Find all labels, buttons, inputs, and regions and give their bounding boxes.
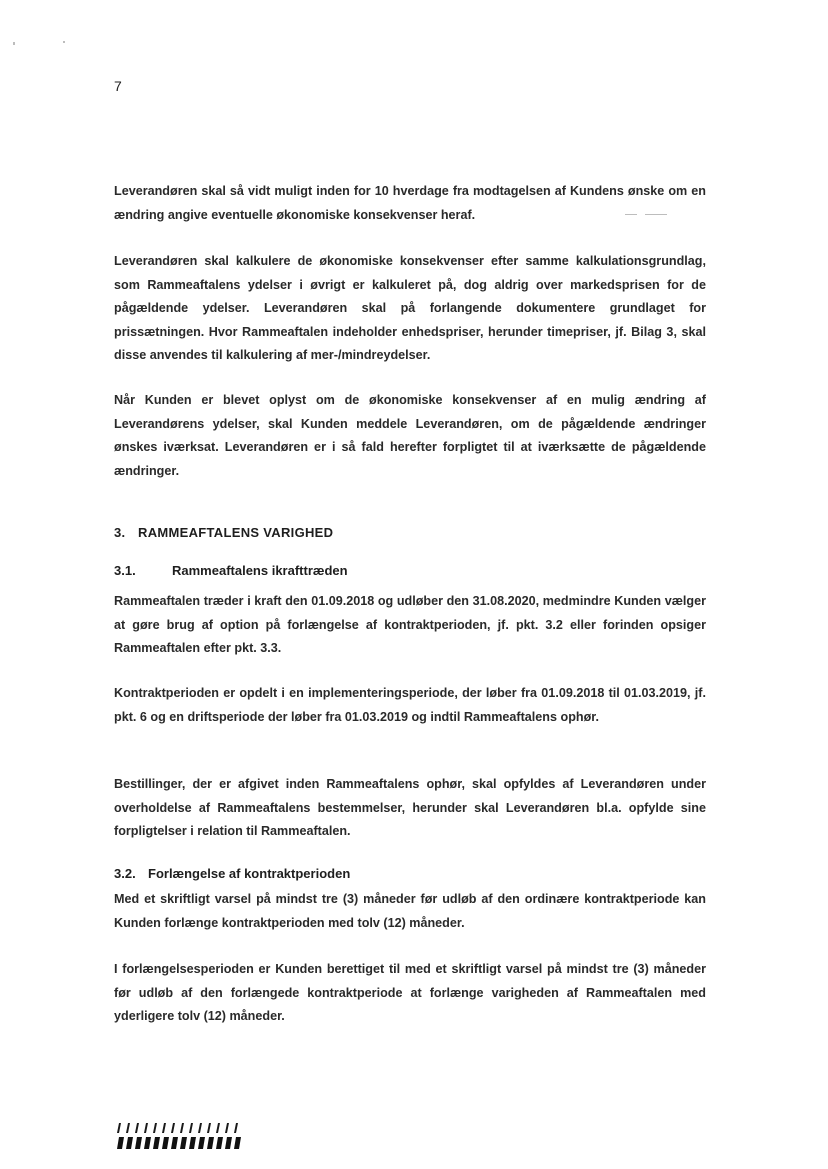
paragraph-customer-decision: Når Kunden er blevet oplyst om de økonomiske konsekvenser af en mulig ændring af Leverandørens ydelser, skal Kunden meddele Leverandøren, om de pågældende ændringer ønskes iværksat. Leverandøren er i så fald herefter forpligtet til at iværksætte de pågældende ændringer. (114, 393, 706, 478)
subsection-heading-3-1 (114, 563, 348, 578)
subsection-title: Forlængelse af kontraktperioden (148, 866, 351, 881)
paragraph-extension-option: Med et skriftligt varsel på mindst tre (3) måneder før udløb af den ordinære kontraktperiode kan Kunden forlænge kontraktperioden med tolv (12) måneder. (114, 892, 706, 930)
subsection-number: 3.2. (114, 866, 136, 881)
barcode-bottom-row (117, 1137, 241, 1149)
paragraph-orders: Bestillinger, der er afgivet inden Rammeaftalens ophør, skal opfyldes af Leverandøren under overholdelse af Rammeaftalens bestemmelser, herunder skal Leverandøren bl.a. opfylde sine forpligtelser i relation til Rammeaftalen. (114, 777, 706, 839)
subsection-heading-3-2 (114, 866, 350, 881)
section-number: 3. (114, 525, 126, 540)
paragraph-contract-period: Kontraktperioden er opdelt i en implementeringsperiode, der løber fra 01.09.2018 til 01.03.2019, jf. pkt. 6 og en driftsperiode der løber fra 01.03.2019 og indtil Rammeaftalens ophør. (114, 686, 706, 724)
paragraph-further-extension: I forlængelsesperioden er Kunden berettiget til med et skriftligt varsel på mindst tre (3) måneder før udløb af den forlængede kontraktperiode at forlænge varigheden af Rammeaftalen med yderligere tolv (12) måneder. (114, 962, 706, 1024)
paragraph-calculation-basis: Leverandøren skal kalkulere de økonomiske konsekvenser efter samme kalkulationsgrundlag, som Rammeaftalens ydelser i øvrigt er kalkuleret på, dog aldrig over markedsprisen for de pågældende ydelser. Leverandøren skal på forlangende dokumentere grundlaget for prissætningen. Hvor Rammeaftalen indeholder enhedspriser, herunder timepriser, jf. Bilag 3, skal disse anvendes til kalkulering af mer-/mindreydelser. (114, 254, 706, 363)
page-number: 7 (114, 78, 122, 94)
section-title: RAMMEAFTALENS VARIGHED (138, 525, 334, 540)
section-heading-3 (114, 525, 333, 540)
subsection-number: 3.1. (114, 563, 136, 578)
barcode-stamp (116, 1123, 248, 1150)
barcode-top-row (117, 1123, 238, 1133)
scan-speck (63, 41, 65, 43)
subsection-title: Rammeaftalens ikrafttræden (172, 563, 348, 578)
paragraph-entry-into-force: Rammeaftalen træder i kraft den 01.09.2018 og udløber den 31.08.2020, medmindre Kunden vælger at gøre brug af option på forlængelse af kontraktperioden, jf. pkt. 3.2 eller forinden opsiger Rammeaftalen efter pkt. 3.3. (114, 594, 706, 656)
scan-speck (13, 42, 15, 45)
paragraph-economic-consequences: Leverandøren skal så vidt muligt inden for 10 hverdage fra modtagelsen af Kundens ønske om en ændring angive eventuelle økonomiske konsekvenser heraf. (114, 184, 706, 222)
